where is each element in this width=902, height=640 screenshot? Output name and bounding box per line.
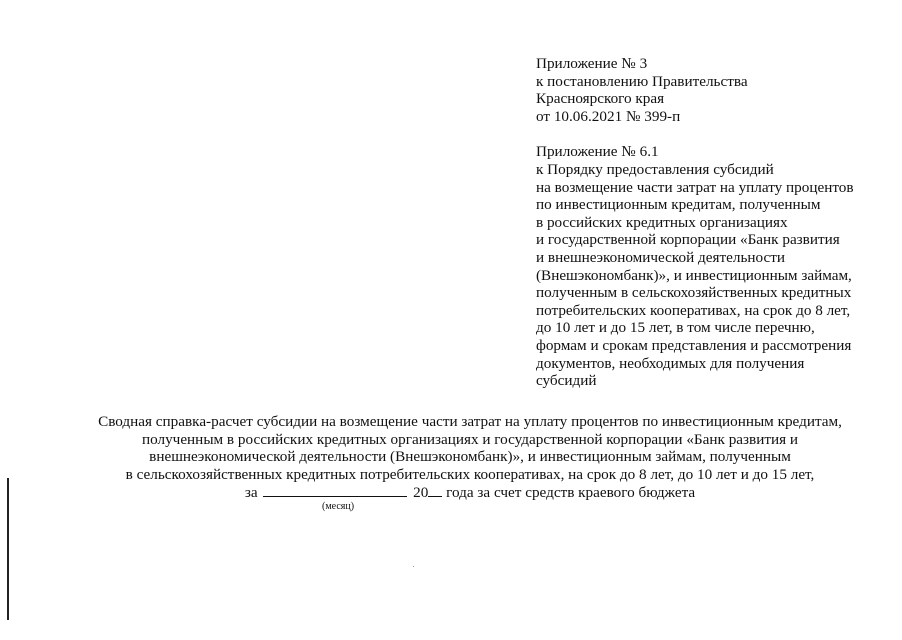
appendix-header-block — [536, 55, 896, 390]
document-title-line: Сводная справка-расчет субсидии на возмещение части затрат на уплату процентов по инвестиционным кредитам, — [98, 413, 842, 430]
scan-speck — [413, 566, 414, 567]
page-left-border-line — [7, 478, 9, 620]
appendix-6-1-block — [536, 143, 896, 389]
document-title — [60, 413, 880, 483]
month-blank-field[interactable] — [263, 483, 407, 497]
appendix-6-1-line: по инвестиционным кредитам, полученным — [536, 196, 821, 214]
appendix-6-1-line: субсидий — [536, 372, 597, 390]
year-blank-field[interactable] — [428, 483, 442, 497]
appendix-6-1-line: (Внешэкономбанк)», и инвестиционным займам, — [536, 266, 852, 284]
period-suffix: года за счет средств краевого бюджета — [446, 484, 696, 501]
appendix-3-line: от 10.06.2021 № 399-п — [536, 107, 681, 125]
period-year-prefix: 20 — [413, 484, 429, 501]
appendix-6-1-line: на возмещение части затрат на уплату процентов — [536, 178, 854, 196]
appendix-6-1-line: документов, необходимых для получения — [536, 354, 805, 372]
appendix-6-1-line: до 10 лет и до 15 лет, в том числе перечню, — [536, 319, 815, 337]
appendix-3-line: Приложение № 3 — [536, 55, 648, 72]
document-title-line: полученным в российских кредитных организациях и государственной корпорации «Банк развития и — [141, 430, 799, 448]
appendix-6-1-line: и внешнеэкономической деятельности — [536, 248, 785, 266]
appendix-6-1-line: формам и срокам представления и рассмотрения — [536, 336, 852, 354]
appendix-6-1-line: потребительских кооперативах, на срок до 8 лет, — [536, 301, 851, 319]
document-title-line: внешнеэкономической деятельности (Внешэкономбанк)», и инвестиционным займам, полученным — [149, 448, 791, 466]
appendix-3-block — [536, 55, 896, 125]
appendix-6-1-line: Приложение № 6.1 — [536, 143, 659, 161]
document-title-line: в сельскохозяйственных кредитных потребительских кооперативах, на срок до 8 лет, до 10 лет и до 15 лет, — [125, 465, 815, 483]
appendix-3-line: к постановлению Правительства — [536, 72, 748, 90]
appendix-6-1-line: полученным в сельскохозяйственных кредитных — [536, 284, 852, 302]
month-caption: (месяц) — [322, 501, 355, 512]
appendix-6-1-line: и государственной корпорации «Банк развития — [536, 231, 840, 249]
appendix-6-1-line: к Порядку предоставления субсидий — [536, 160, 774, 178]
spacer — [536, 125, 896, 143]
report-period-line — [60, 483, 880, 502]
period-prefix: за — [244, 484, 258, 501]
appendix-3-line: Красноярского края — [536, 90, 665, 108]
appendix-6-1-line: в российских кредитных организациях — [536, 213, 788, 231]
